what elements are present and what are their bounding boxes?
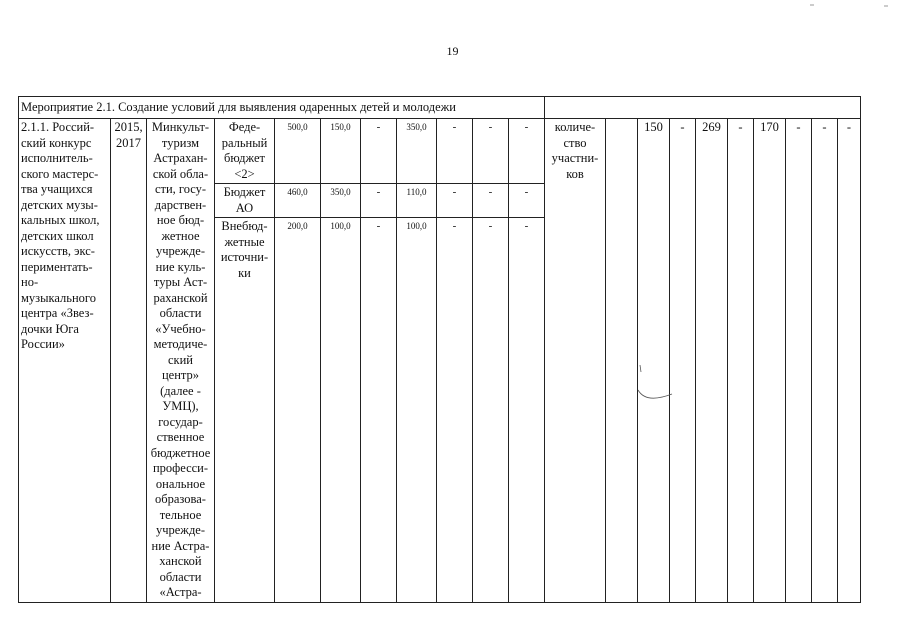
indicator-value-cell: 150 [638, 119, 670, 603]
indicator-value-cell: - [838, 119, 861, 603]
funding-value-cell: - [361, 184, 397, 218]
funding-value-cell: - [509, 218, 545, 603]
indicator-value-cell: - [786, 119, 812, 603]
indicator-value-cell: - [670, 119, 696, 603]
funding-value-cell: - [437, 218, 473, 603]
funding-value-cell: - [509, 184, 545, 218]
funding-source-cell: Внебюд- жетные источни- ки [215, 218, 275, 603]
measures-table [18, 96, 861, 603]
funding-value-cell: - [361, 119, 397, 184]
executor-cell: Минкульт- туризм Астрахан- ской обла- сти, госу- дарствен- ное бюд- жетное учрежде- ние куль- туры Аст- раханской области «Учебно- методиче- ский центр» (далее - УМЦ), государ- ственное бюджетное професси- ональное образова- тельное учрежде- ние Астра- ханской области «Астра- [147, 119, 215, 603]
funding-value-cell: 500,0 [275, 119, 321, 184]
scan-speck [800, 0, 900, 12]
section-header-row [19, 97, 861, 119]
indicator-value-cell: - [812, 119, 838, 603]
section-title: Мероприятие 2.1. Создание условий для выявления одаренных детей и молодежи [19, 97, 545, 119]
years-cell: 2015, 2017 [111, 119, 147, 603]
funding-value-cell: - [437, 119, 473, 184]
section-title-empty-cell [545, 97, 861, 119]
funding-value-cell: - [473, 119, 509, 184]
pen-mark [620, 360, 690, 410]
table-row [19, 119, 861, 184]
funding-value-cell: - [361, 218, 397, 603]
indicator-value-cell: - [728, 119, 754, 603]
funding-value-cell: 110,0 [397, 184, 437, 218]
funding-value-cell: 150,0 [321, 119, 361, 184]
funding-value-cell: - [473, 184, 509, 218]
measure-name-cell: 2.1.1. Россий- ский конкурс исполнитель- ского мастерс- тва учащихся детских музы- кальных школ, детских школ искусств, экс- периментать- но- музыкального центра «Звез- дочки Юга России» [19, 119, 111, 603]
page-number: 19 [446, 44, 459, 58]
funding-value-cell: 460,0 [275, 184, 321, 218]
funding-value-cell: 200,0 [275, 218, 321, 603]
funding-source-cell: Бюджет АО [215, 184, 275, 218]
funding-value-cell: 100,0 [321, 218, 361, 603]
funding-value-cell: - [473, 218, 509, 603]
funding-source-cell: Феде- ральный бюджет <2> [215, 119, 275, 184]
funding-value-cell: 350,0 [397, 119, 437, 184]
funding-value-cell: - [437, 184, 473, 218]
indicator-value-cell: 269 [696, 119, 728, 603]
indicator-cell: количе- ство участни- ков [545, 119, 606, 603]
funding-value-cell: - [509, 119, 545, 184]
funding-value-cell: 100,0 [397, 218, 437, 603]
funding-value-cell: 350,0 [321, 184, 361, 218]
indicator-value-cell: 170 [754, 119, 786, 603]
